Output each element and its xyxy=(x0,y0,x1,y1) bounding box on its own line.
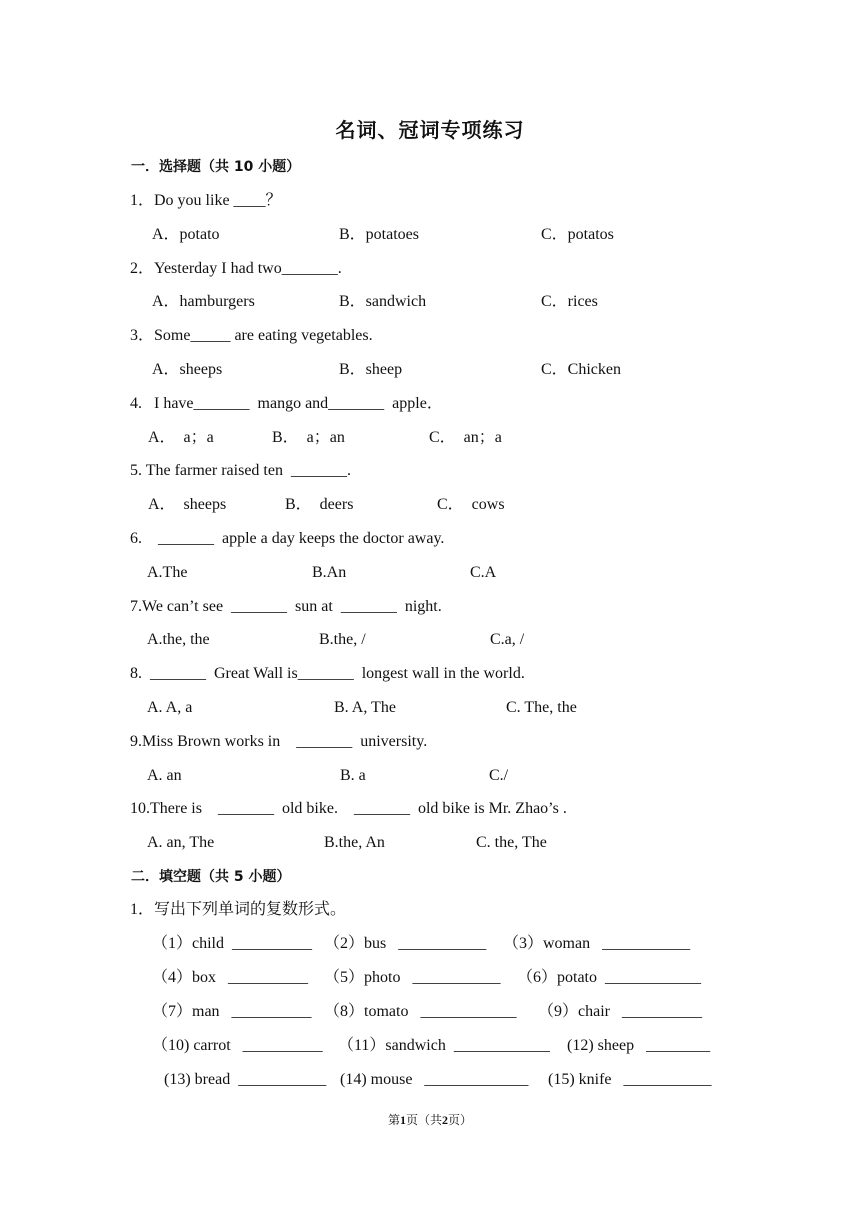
question-1-option-a: A．potato xyxy=(152,226,220,243)
plural-item-14: (14) mouse _____________ xyxy=(340,1071,529,1088)
plural-item-6: （6）potato ____________ xyxy=(517,969,701,986)
question-3-option-a: A．sheeps xyxy=(152,361,223,378)
plural-item-5: （5）photo ___________ xyxy=(324,969,501,986)
question-9-option-b: B. a xyxy=(340,767,366,784)
total-page-count: 2 xyxy=(442,1113,448,1127)
question-9-option-a: A. an xyxy=(147,767,182,784)
plural-item-7: （7）man __________ xyxy=(152,1003,312,1020)
question-3-option-b: B．sheep xyxy=(339,361,403,378)
plural-item-15: (15) knife ___________ xyxy=(548,1071,712,1088)
question-9-option-c: C./ xyxy=(489,767,509,784)
question-7-option-b: B.the, / xyxy=(319,631,366,648)
question-9-stem: 9.Miss Brown works in _______ university. xyxy=(130,733,428,750)
question-7-option-a: A.the, the xyxy=(147,631,210,648)
current-page-number: 1 xyxy=(399,1113,406,1127)
plural-item-11: （11）sandwich ____________ xyxy=(338,1037,550,1054)
plural-item-8: （8）tomato ____________ xyxy=(324,1003,517,1020)
question-8-option-c: C. The, the xyxy=(506,699,577,716)
question-6-stem: 6. _______ apple a day keeps the doctor away. xyxy=(130,530,445,547)
section2-heading: 二．填空题（共 5 小题） xyxy=(131,869,291,885)
question-2-option-a: A．hamburgers xyxy=(152,293,255,310)
question-2-option-c: C．rices xyxy=(541,293,598,310)
question-1-option-c: C．potatos xyxy=(541,226,614,243)
question-2-option-b: B．sandwich xyxy=(339,293,427,310)
question-4-stem: 4. I have_______ mango and_______ apple． xyxy=(130,395,443,412)
section1-heading: 一．选择题（共 10 小题） xyxy=(131,159,301,175)
plural-item-1: （1）child __________ xyxy=(152,935,312,952)
question-10-option-c: C. the, The xyxy=(476,834,547,851)
question-7-stem: 7.We can’t see _______ sun at _______ night. xyxy=(130,598,442,615)
plural-item-13: (13) bread ___________ xyxy=(160,1071,327,1088)
footer-post: 页） xyxy=(448,1113,473,1127)
question-10-option-a: A. an, The xyxy=(147,834,215,851)
question-8-option-a: A. A, a xyxy=(147,699,193,716)
question-2-stem: 2．Yesterday I had two_______. xyxy=(130,260,342,277)
footer-mid: 页（共 xyxy=(405,1113,442,1127)
question-8-stem: 8. _______ Great Wall is_______ longest wall in the world. xyxy=(130,665,525,682)
fill-question-1-stem: 1．写出下列单词的复数形式。 xyxy=(130,901,347,918)
question-7-option-c: C.a, / xyxy=(490,631,525,648)
question-4-option-a: A． a；a xyxy=(148,429,214,446)
question-10-stem: 10.There is _______ old bike. _______ old bike is Mr. Zhao’s . xyxy=(130,800,567,817)
question-4-option-c: C． an；a xyxy=(429,429,502,446)
question-5-stem: 5. The farmer raised ten _______. xyxy=(130,462,351,479)
question-5-option-b: B． deers xyxy=(285,496,354,513)
question-4-option-b: B． a；an xyxy=(272,429,345,446)
question-3-option-c: C．Chicken xyxy=(541,361,621,378)
question-6-option-b: B.An xyxy=(312,564,347,581)
plural-item-12: (12) sheep ________ xyxy=(567,1037,711,1054)
plural-item-3: （3）woman ___________ xyxy=(503,935,691,952)
question-6-option-a: A.The xyxy=(147,564,188,581)
page-title: 名词、冠词专项练习 xyxy=(335,118,525,142)
plural-item-2: （2）bus ___________ xyxy=(324,935,487,952)
question-8-option-b: B. A, The xyxy=(334,699,396,716)
plural-item-4: （4）box __________ xyxy=(152,969,309,986)
question-6-option-c: C.A xyxy=(470,564,497,581)
page-footer xyxy=(0,1111,860,1128)
question-1-stem: 1．Do you like ____？ xyxy=(130,192,282,209)
question-1-option-b: B．potatoes xyxy=(339,226,419,243)
question-10-option-b: B.the, An xyxy=(324,834,385,851)
question-5-option-c: C． cows xyxy=(437,496,505,513)
plural-item-10: （10) carrot __________ xyxy=(152,1037,323,1054)
question-3-stem: 3．Some_____ are eating vegetables. xyxy=(130,327,373,344)
question-5-option-a: A． sheeps xyxy=(148,496,227,513)
footer-pre: 第 xyxy=(387,1113,400,1127)
plural-item-9: （9）chair __________ xyxy=(538,1003,702,1020)
